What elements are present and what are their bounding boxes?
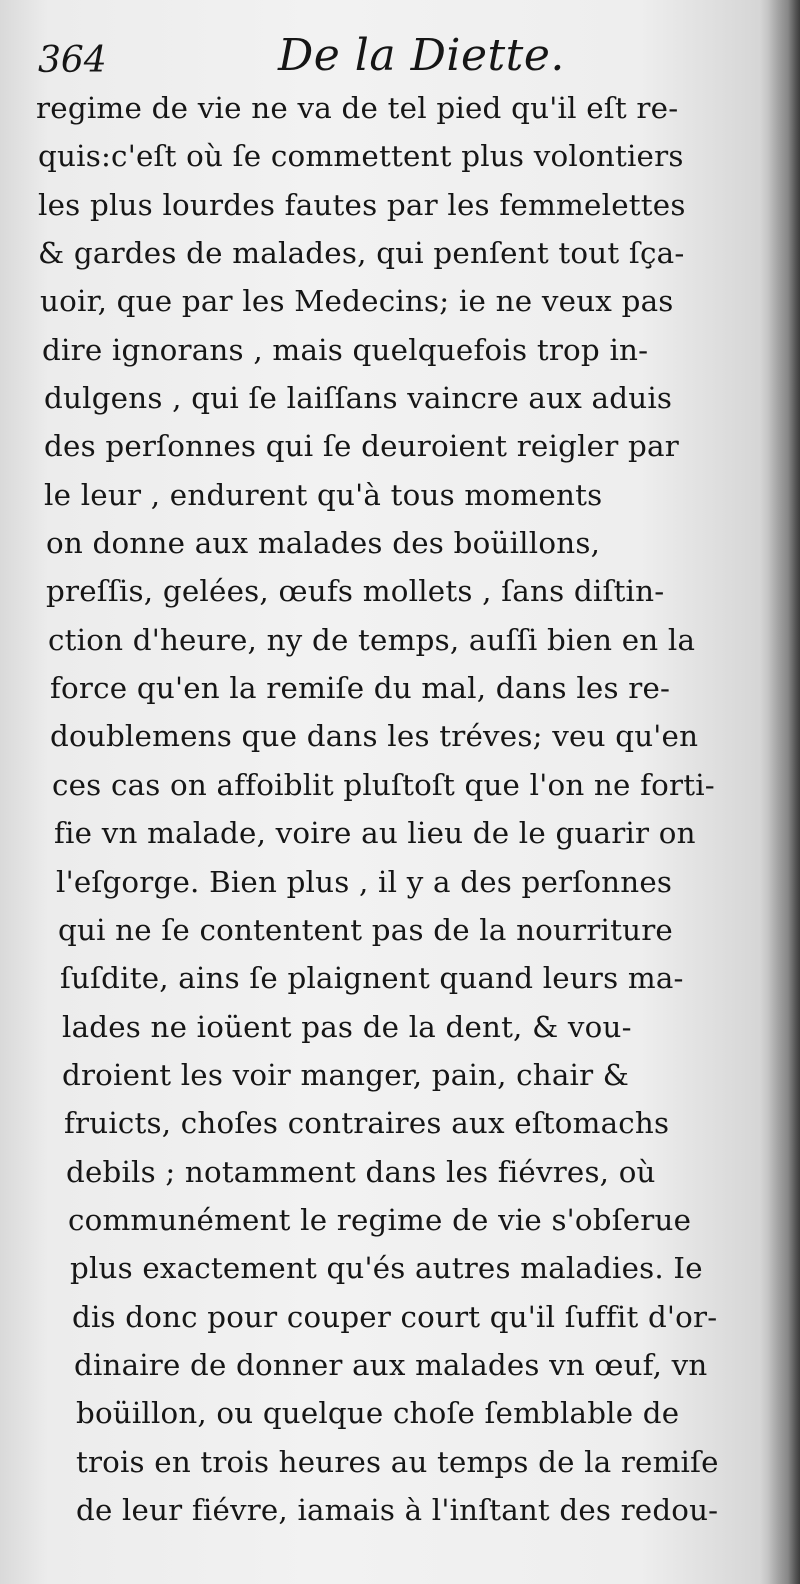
page-header: [38, 30, 738, 82]
text-line: des perſonnes qui ſe deuroient reigler par: [44, 429, 679, 464]
text-line: l'eſgorge. Bien plus , il y a des perſonnes: [56, 864, 673, 899]
text-line: dinaire de donner aux malades vn œuf, vn: [74, 1347, 708, 1382]
running-head: De la Diette.: [278, 30, 565, 81]
text-line: plus exactement qu'és autres maladies. Ie: [70, 1251, 703, 1286]
text-line: dis donc pour couper court qu'il ſuffit d'or-: [72, 1299, 718, 1334]
text-line: on donne aux malades des boüillons,: [46, 526, 601, 561]
text-line: de leur fiévre, iamais à l'inſtant des redou-: [76, 1492, 719, 1527]
text-line: fie vn malade, voire au lieu de le guarir on: [54, 816, 696, 851]
page-number: 364: [38, 40, 107, 81]
text-line: droient les voir manger, pain, chair &: [62, 1057, 630, 1092]
text-line: regime de vie ne va de tel pied qu'il eſt re-: [36, 91, 679, 125]
text-line: les plus lourdes fautes par les femmelettes: [38, 187, 686, 222]
text-line: ſuſdite, ains ſe plaignent quand leurs ma-: [60, 961, 684, 996]
text-line: ction d'heure, ny de temps, auſſi bien en la: [48, 622, 696, 657]
text-line: force qu'en la remiſe du mal, dans les re-: [50, 671, 671, 706]
text-line: doublemens que dans les tréves; veu qu'en: [50, 719, 699, 754]
text-line: dulgens , qui ſe laiſſans vaincre aux aduis: [44, 381, 673, 416]
text-line: lades ne ioüent pas de la dent, & vou-: [62, 1009, 632, 1044]
body-text: [0, 84, 800, 1534]
text-line: trois en trois heures au temps de la remiſe: [76, 1444, 719, 1479]
text-line: ces cas on affoiblit pluſtoſt que l'on ne forti-: [52, 767, 715, 802]
text-line: le leur , endurent qu'à tous moments: [44, 477, 603, 512]
text-line: debils ; notamment dans les fiévres, où: [66, 1154, 656, 1189]
text-line: qui ne ſe contentent pas de la nourriture: [58, 912, 673, 947]
text-line: communément le regime de vie s'obſerue: [68, 1202, 692, 1237]
text-line: boüillon, ou quelque choſe ſemblable de: [76, 1396, 680, 1431]
text-line: preſſis, gelées, œufs mollets , ſans diſtin-: [46, 574, 665, 609]
text-line: quis:c'eſt où ſe commettent plus volontiers: [38, 139, 684, 174]
text-line: & gardes de malades, qui penſent tout ſça-: [38, 236, 685, 271]
text-line: fruicts, choſes contraires aux eſtomachs: [64, 1106, 670, 1141]
text-line: uoir, que par les Medecins; ie ne veux pas: [40, 284, 674, 319]
text-line: dire ignorans , mais quelquefois trop in-: [42, 332, 649, 367]
